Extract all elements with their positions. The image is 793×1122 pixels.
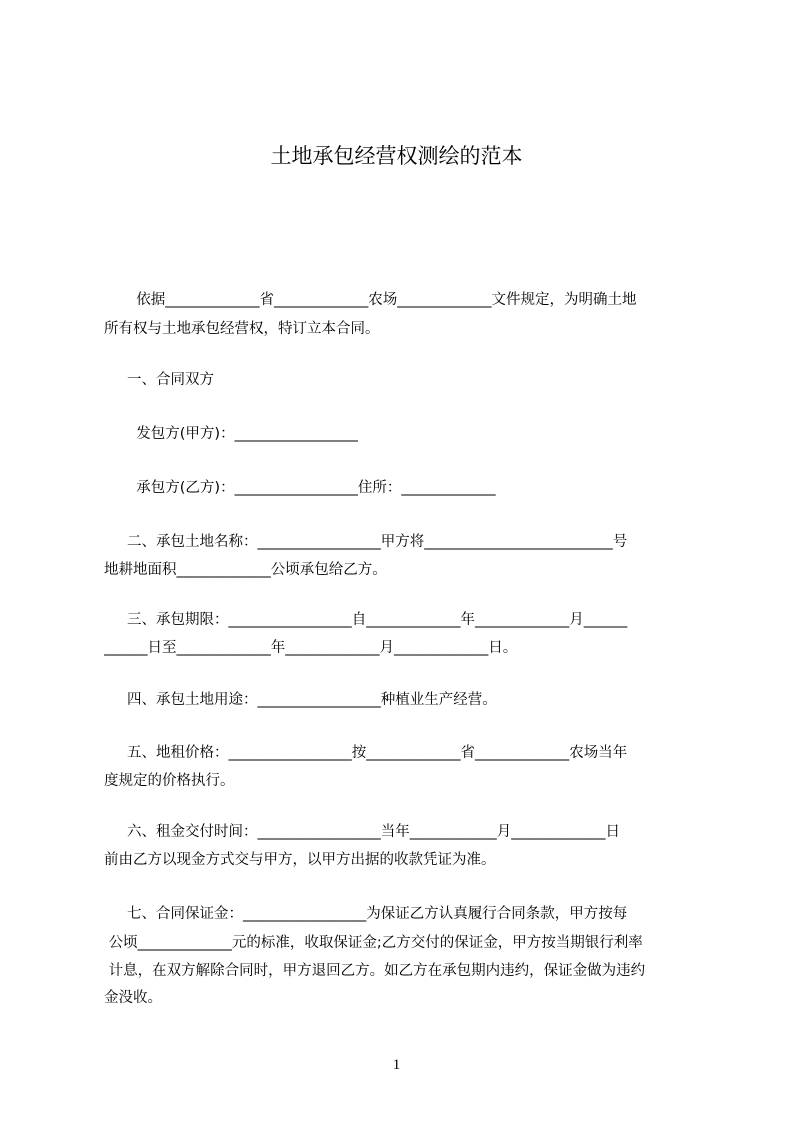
section-deposit-line-2: 公顷_____________元的标准，收取保证金;乙方交付的保证金，甲方按当期银行利率 <box>104 935 643 951</box>
section-heading-parties: 一、合同双方 <box>104 372 215 388</box>
section-usage-line: 四、承包土地用途：_________________种植业生产经营。 <box>104 692 497 708</box>
section-payment-time-line-1: 六、租金交付时间：_________________当年____________月_____________日 <box>104 824 621 840</box>
party-b-line: 承包方(乙方)：_________________住所：_____________ <box>104 480 496 496</box>
section-rent-price-line-2: 度规定的价格执行。 <box>104 773 235 789</box>
section-deposit-line-1: 七、合同保证金：_________________为保证乙方认真履行合同条款，甲方按每 <box>104 906 628 922</box>
section-land-name-line-1: 二、承包土地名称：_________________甲方将__________________________号 <box>104 534 628 550</box>
section-payment-time-line-2: 前由乙方以现金方式交与甲方，以甲方出据的收款凭证为准。 <box>104 852 496 868</box>
section-term-line-1: 三、承包期限：_________________自_____________年_____________月______ <box>104 612 628 628</box>
page-number: 1 <box>392 1057 401 1073</box>
paragraph-intro-line-1: 依据_____________省_____________农场_____________文件规定，为明确土地 <box>104 292 637 308</box>
section-rent-price-line-1: 五、地租价格：_________________按_____________省_____________农场当年 <box>104 745 628 761</box>
party-a-line: 发包方(甲方)：_________________ <box>104 426 358 442</box>
section-land-name-line-2: 地耕地面积_____________公顷承包给乙方。 <box>104 562 387 578</box>
section-term-line-2: ______日至_____________年_____________月_____________日。 <box>104 640 518 656</box>
section-deposit-line-4: 金没收。 <box>104 990 162 1006</box>
paragraph-intro-line-2: 所有权与土地承包经营权，特订立本合同。 <box>104 321 380 337</box>
section-deposit-line-3: 计息，在双方解除合同时，甲方退回乙方。如乙方在承包期内违约，保证金做为违约 <box>104 963 646 979</box>
document-title: 土地承包经营权测绘的范本 <box>270 144 523 168</box>
